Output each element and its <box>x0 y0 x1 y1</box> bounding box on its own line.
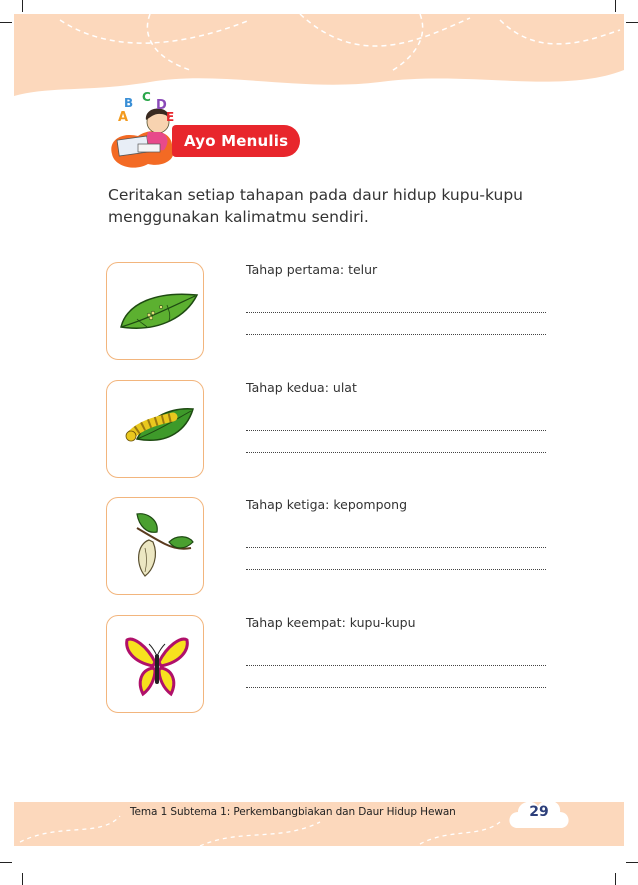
stage-title: Tahap pertama: telur <box>246 262 378 277</box>
stage-title: Tahap ketiga: kepompong <box>246 497 408 512</box>
crop-mark <box>22 0 23 12</box>
stage-row <box>106 497 566 597</box>
crop-mark <box>0 862 12 863</box>
writing-line[interactable] <box>246 334 546 335</box>
footer-theme-text: Tema 1 Subtema 1: Perkembangbiakan dan Daur Hidup Hewan <box>130 806 456 818</box>
pupa-on-branch-icon <box>107 498 205 596</box>
stage-title: Tahap kedua: ulat <box>246 380 357 395</box>
stage-image-box <box>106 380 204 478</box>
stage-row <box>106 380 566 480</box>
crop-mark <box>22 873 23 885</box>
stage-image-box <box>106 615 204 713</box>
crop-mark <box>615 0 616 12</box>
leaf-with-eggs-icon <box>107 263 205 361</box>
top-decorative-band <box>0 0 638 105</box>
ayo-menulis-banner: Ayo Menulis <box>172 125 300 157</box>
writing-line[interactable] <box>246 569 546 570</box>
crop-mark <box>626 22 638 23</box>
writing-line[interactable] <box>246 430 546 431</box>
writing-line[interactable] <box>246 312 546 313</box>
stage-row <box>106 615 566 715</box>
stage-row <box>106 262 566 362</box>
badge-letter-c: C <box>142 90 151 104</box>
badge-letter-a: A <box>118 110 129 125</box>
butterfly-icon <box>107 616 205 714</box>
crop-mark <box>626 862 638 863</box>
stage-image-box <box>106 497 204 595</box>
writing-line[interactable] <box>246 687 546 688</box>
instruction-text: Ceritakan setiap tahapan pada daur hidup kupu-kupu menggunakan kalimatmu sendiri. <box>108 186 523 226</box>
page-number: 29 <box>529 804 549 820</box>
badge-letter-d: D <box>156 98 167 113</box>
stage-title: Tahap keempat: kupu-kupu <box>246 615 416 630</box>
badge-letter-b: B <box>124 96 134 110</box>
badge-letter-e: E <box>166 110 175 124</box>
stage-image-box <box>106 262 204 360</box>
writing-line[interactable] <box>246 665 546 666</box>
writing-line[interactable] <box>246 452 546 453</box>
crop-mark <box>615 873 616 885</box>
crop-mark <box>0 22 12 23</box>
caterpillar-on-leaf-icon <box>107 381 205 479</box>
writing-line[interactable] <box>246 547 546 548</box>
